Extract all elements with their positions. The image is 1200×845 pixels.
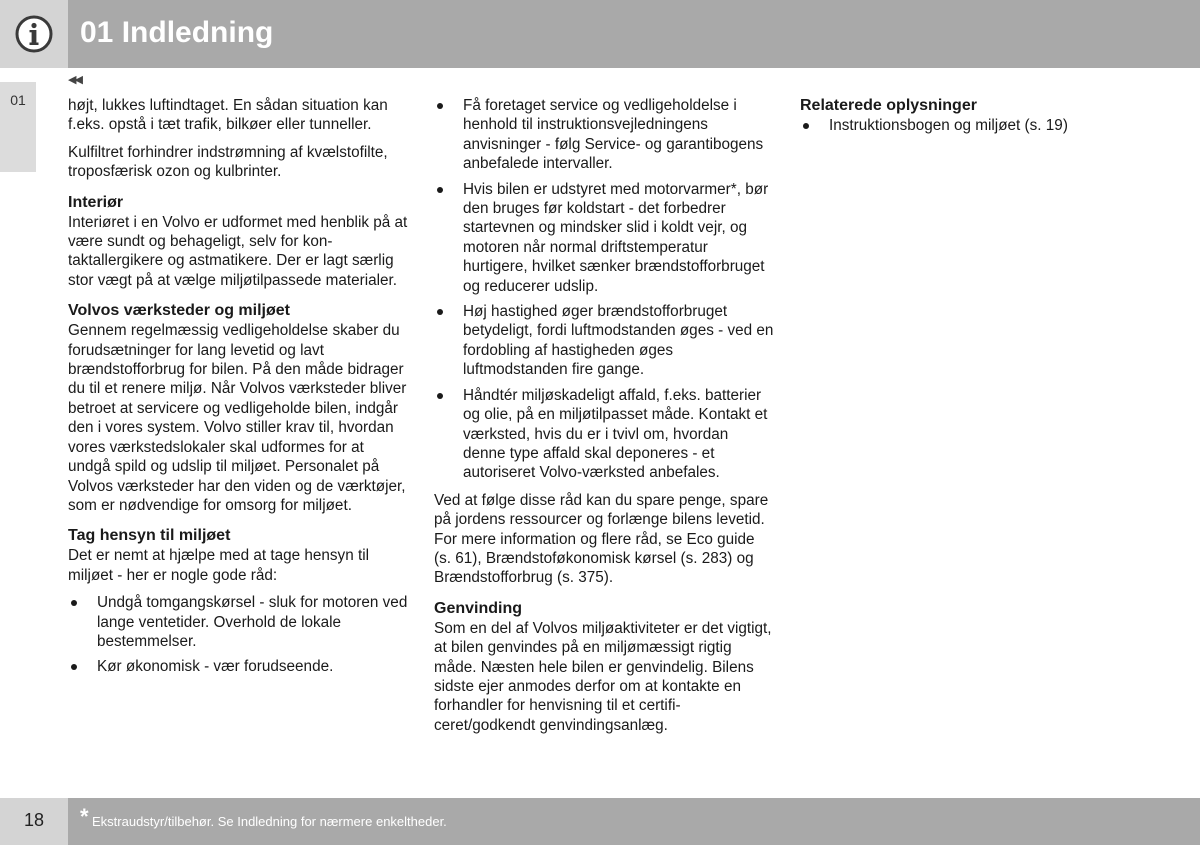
page-title: 01 Indledning [80,16,274,49]
paragraph: Kulfiltret forhindrer indstrømning af kvælstofilte, troposfærisk ozon og kulbrinter. [68,143,388,181]
column-3 [800,96,1130,143]
tips-list-continued [434,96,774,483]
list-item: Få foretaget service og vedligeholdelse i henhold til instruktionsvejledningens anvisninger - følg Service- og garantibogens anbefalede intervaller. [434,96,774,174]
list-item: Undgå tomgangskørsel - sluk for motoren ved lange ventetider. Overhold de lokale bestemmelser. [68,593,408,651]
page-header [0,0,1200,68]
previous-page-icon[interactable]: ◀◀ [68,74,81,86]
paragraph: Ved at følge disse råd kan du spare penge, spare på jordens ressourcer og forlænge bilens levetid. For mere information og flere råd, se Eco guide (s. 61), Brændstoføkonomisk kørsel (s. 283) og Brændstofforbrug (s. 375). [434,491,769,587]
list-item: Hvis bilen er udstyret med motorvarmer*, bør den bruges før koldstart - det forbedrer startevnen og mindsker slid i koldt vejr, og motoren når normal driftstemperatur hurtigere, hvilket sænker brændstofforbruget og reducerer udslip. [434,180,774,296]
info-icon [14,14,54,54]
paragraph: højt, lukkes luftindtaget. En sådan situation kan f.eks. opstå i tæt trafik, bilkøer eller tunneller. [68,97,388,134]
page-number: 18 [23,810,45,830]
chapter-tab-label: 01 [10,92,26,108]
paragraph: Gennem regelmæssig vedligeholdelse skaber du forudsætninger for lang levetid og lavt brændstofforbrug for bilen. På den måde bidrager du til et renere miljø. Når Volvos værksteder bliver betroet at servicere og vedligeholde bilen, indgår den i vores system. Volvo stiller krav til, hvordan vores værkstedslokaler skal udformes for at undgå spild og udslip til miljøet. Personalet på Volvos værksteder har den viden og de værktøjer, som er nødvendige for omsorg for miljøet. [68,322,407,514]
list-item: Høj hastighed øger brændstofforbruget betydeligt, fordi luftmodstanden øges - ved en fordobling af hastigheden øges luftmodstanden fire gange. [434,302,774,380]
heading-recycling: Genvinding [434,599,522,617]
footnote-star: * [80,804,89,829]
heading-consider-environment: Tag hensyn til miljøet [68,527,231,545]
paragraph: Som en del af Volvos miljøaktiviteter er det vigtigt, at bilen genvindes på en miljømæssigt rigtig måde. Næsten hele bilen er genvindelig. Bilens sidste ejer anmodes derfor om at kontakte en forhandler for henvisning til et certificeret/godkendt genvindingsanlæg. [434,619,772,734]
footnote-text: Ekstraudstyr/tilbehør. Se Indledning for nærmere enkeltheder. [92,814,447,829]
paragraph: Det er nemt at hjælpe med at tage hensyn til miljøet - her er nogle gode råd: [68,547,370,584]
list-item: Håndtér miljøskadeligt affald, f.eks. batterier og olie, på en miljøtilpasset måde. Kontakt et værksted, hvis du er i tvivl om, hvordan denne type affald skal deponeres - et autoriseret Volvo-værksted anbefales. [434,386,774,483]
paragraph: Interiøret i en Volvo er udformet med henblik på at være sundt og behageligt, selv for kontaktallergikere og astmatikere. Der er lagt særlig stor vægt på at vælge miljøtilpassede materialer. [68,213,408,289]
related-links-list [800,116,1130,135]
page-number-box [0,798,68,845]
heading-interior: Interiør [68,193,124,211]
header-icon-box [0,0,68,68]
heading-workshops: Volvos værksteder og miljøet [68,302,290,320]
column-1 [68,96,408,685]
chapter-tab[interactable] [0,82,36,172]
list-item: Kør økonomisk - vær forudseende. [68,657,408,676]
page-footer [68,798,1200,845]
tips-list [68,593,408,677]
related-link[interactable]: Instruktionsbogen og miljøet (s. 19) [800,116,1130,135]
column-2 [434,96,774,743]
heading-related-info: Relaterede oplysninger [800,97,977,114]
